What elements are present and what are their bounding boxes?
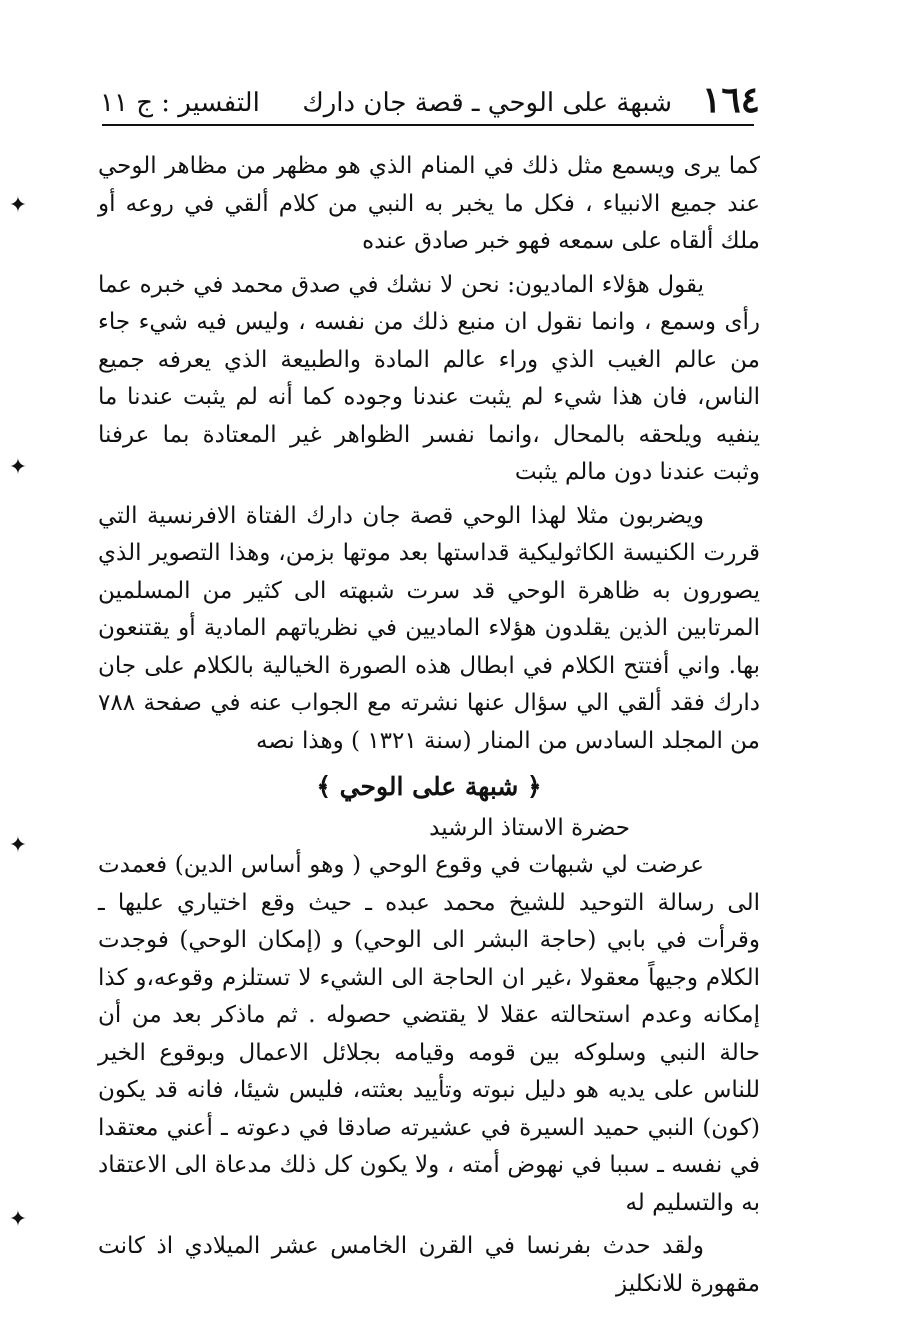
page-body [98,148,760,1309]
margin-ornament-icon: ✦ [8,1207,28,1232]
page-number: ١٦٤ [701,79,760,121]
margin-ornament-icon: ✦ [8,833,28,858]
paragraph-2: يقول هؤلاء الماديون: نحن لا نشك في صدق محمد في خبره عما رأى وسمع ، وانما نقول ان منبع ذلك من نفسه ، وليس فيه شيء جاء من عالم الغيب الذي وراء عالم المادة والطبيعة الذي يعرفه جميع الناس، فان هذا شيء لم يثبت عندنا وجوده كما أنه لم يثبت عندنا ما ينفيه ويلحقه بالمحال ،وانما نفسر الظواهر غير المعتادة بما عرفنا وثبت عندنا دون مالم يثبت [98,271,760,485]
margin-ornament-icon: ✦ [8,193,28,218]
section-heading: ﴿ شبهة على الوحي ﴾ [316,772,542,801]
paragraph-1: كما يرى ويسمع مثل ذلك في المنام الذي هو مظهر من مظاهر الوحي عند جميع الانبياء ، فكل ما يخبر به النبي من كلام ألقي في روعه أو ملك ألقاه على سمعه فهو خبر صادق عنده [98,153,760,254]
paragraph-3: ويضربون مثلا لهذا الوحي قصة جان دارك الفتاة الافرنسية التي قررت الكنيسة الكاثوليكية قداستها بعد موتها بزمن، وهذا التصوير الذي يصورون به ظاهرة الوحي قد سرت شبهته الى كثير من المسلمين المرتابين الذين يقلدون هؤلاء الماديين في نظرياتهم المادية أو يقتنعون بها. واني أفتتح الكلام في ابطال هذه الصورة الخيالية بالكلام على جان دارك فقد ألقي الي سؤال عنها نشرته مع الجواب عنه في صفحة ٧٨٨ من المجلد السادس من المنار (سنة ١٣٢١ ) وهذا نصه [98,502,760,754]
volume-label: التفسير : ج ١١ [100,88,260,118]
running-title: شبهة على الوحي ـ قصة جان دارك [302,88,672,118]
letter-address: حضرة الاستاذ الرشيد [429,814,630,841]
letter-paragraph-1: عرضت لي شبهات في وقوع الوحي ( وهو أساس الدين) فعمدت الى رسالة التوحيد للشيخ محمد عبده ـ حيث وقع اختياري عليها ـ وقرأت في بابي (حاجة البشر الى الوحي) و (إمكان الوحي) فوجدت الكلام وجيهاً معقولا ،غير ان الحاجة الى الشيء لا تستلزم وقوعه،و كذا إمكانه وعدم استحالته عقلا لا يقتضي حصوله . ثم ماذكر بعد من أن حالة النبي وسلوكه بين قومه وقيامه بجلائل الاعمال وبوقوع الخير للناس على يديه هو دليل نبوته وتأييد بعثته، فليس شيئا، فانه قد يكون (كون) النبي حميد السيرة في عشيرته صادقا في دعوته ـ أعني معتقدا في نفسه ـ سببا في نهوض أمته ، ولا يكون كل ذلك مدعاة الى الاعتقاد به والتسليم له [98,852,760,1216]
header-rule [102,124,754,126]
page-header [100,78,760,121]
margin-ornament-icon: ✦ [8,455,28,480]
letter-paragraph-2: ولقد حدث بفرنسا في القرن الخامس عشر الميلادي اذ كانت مقهورة للانكليز [98,1233,760,1297]
